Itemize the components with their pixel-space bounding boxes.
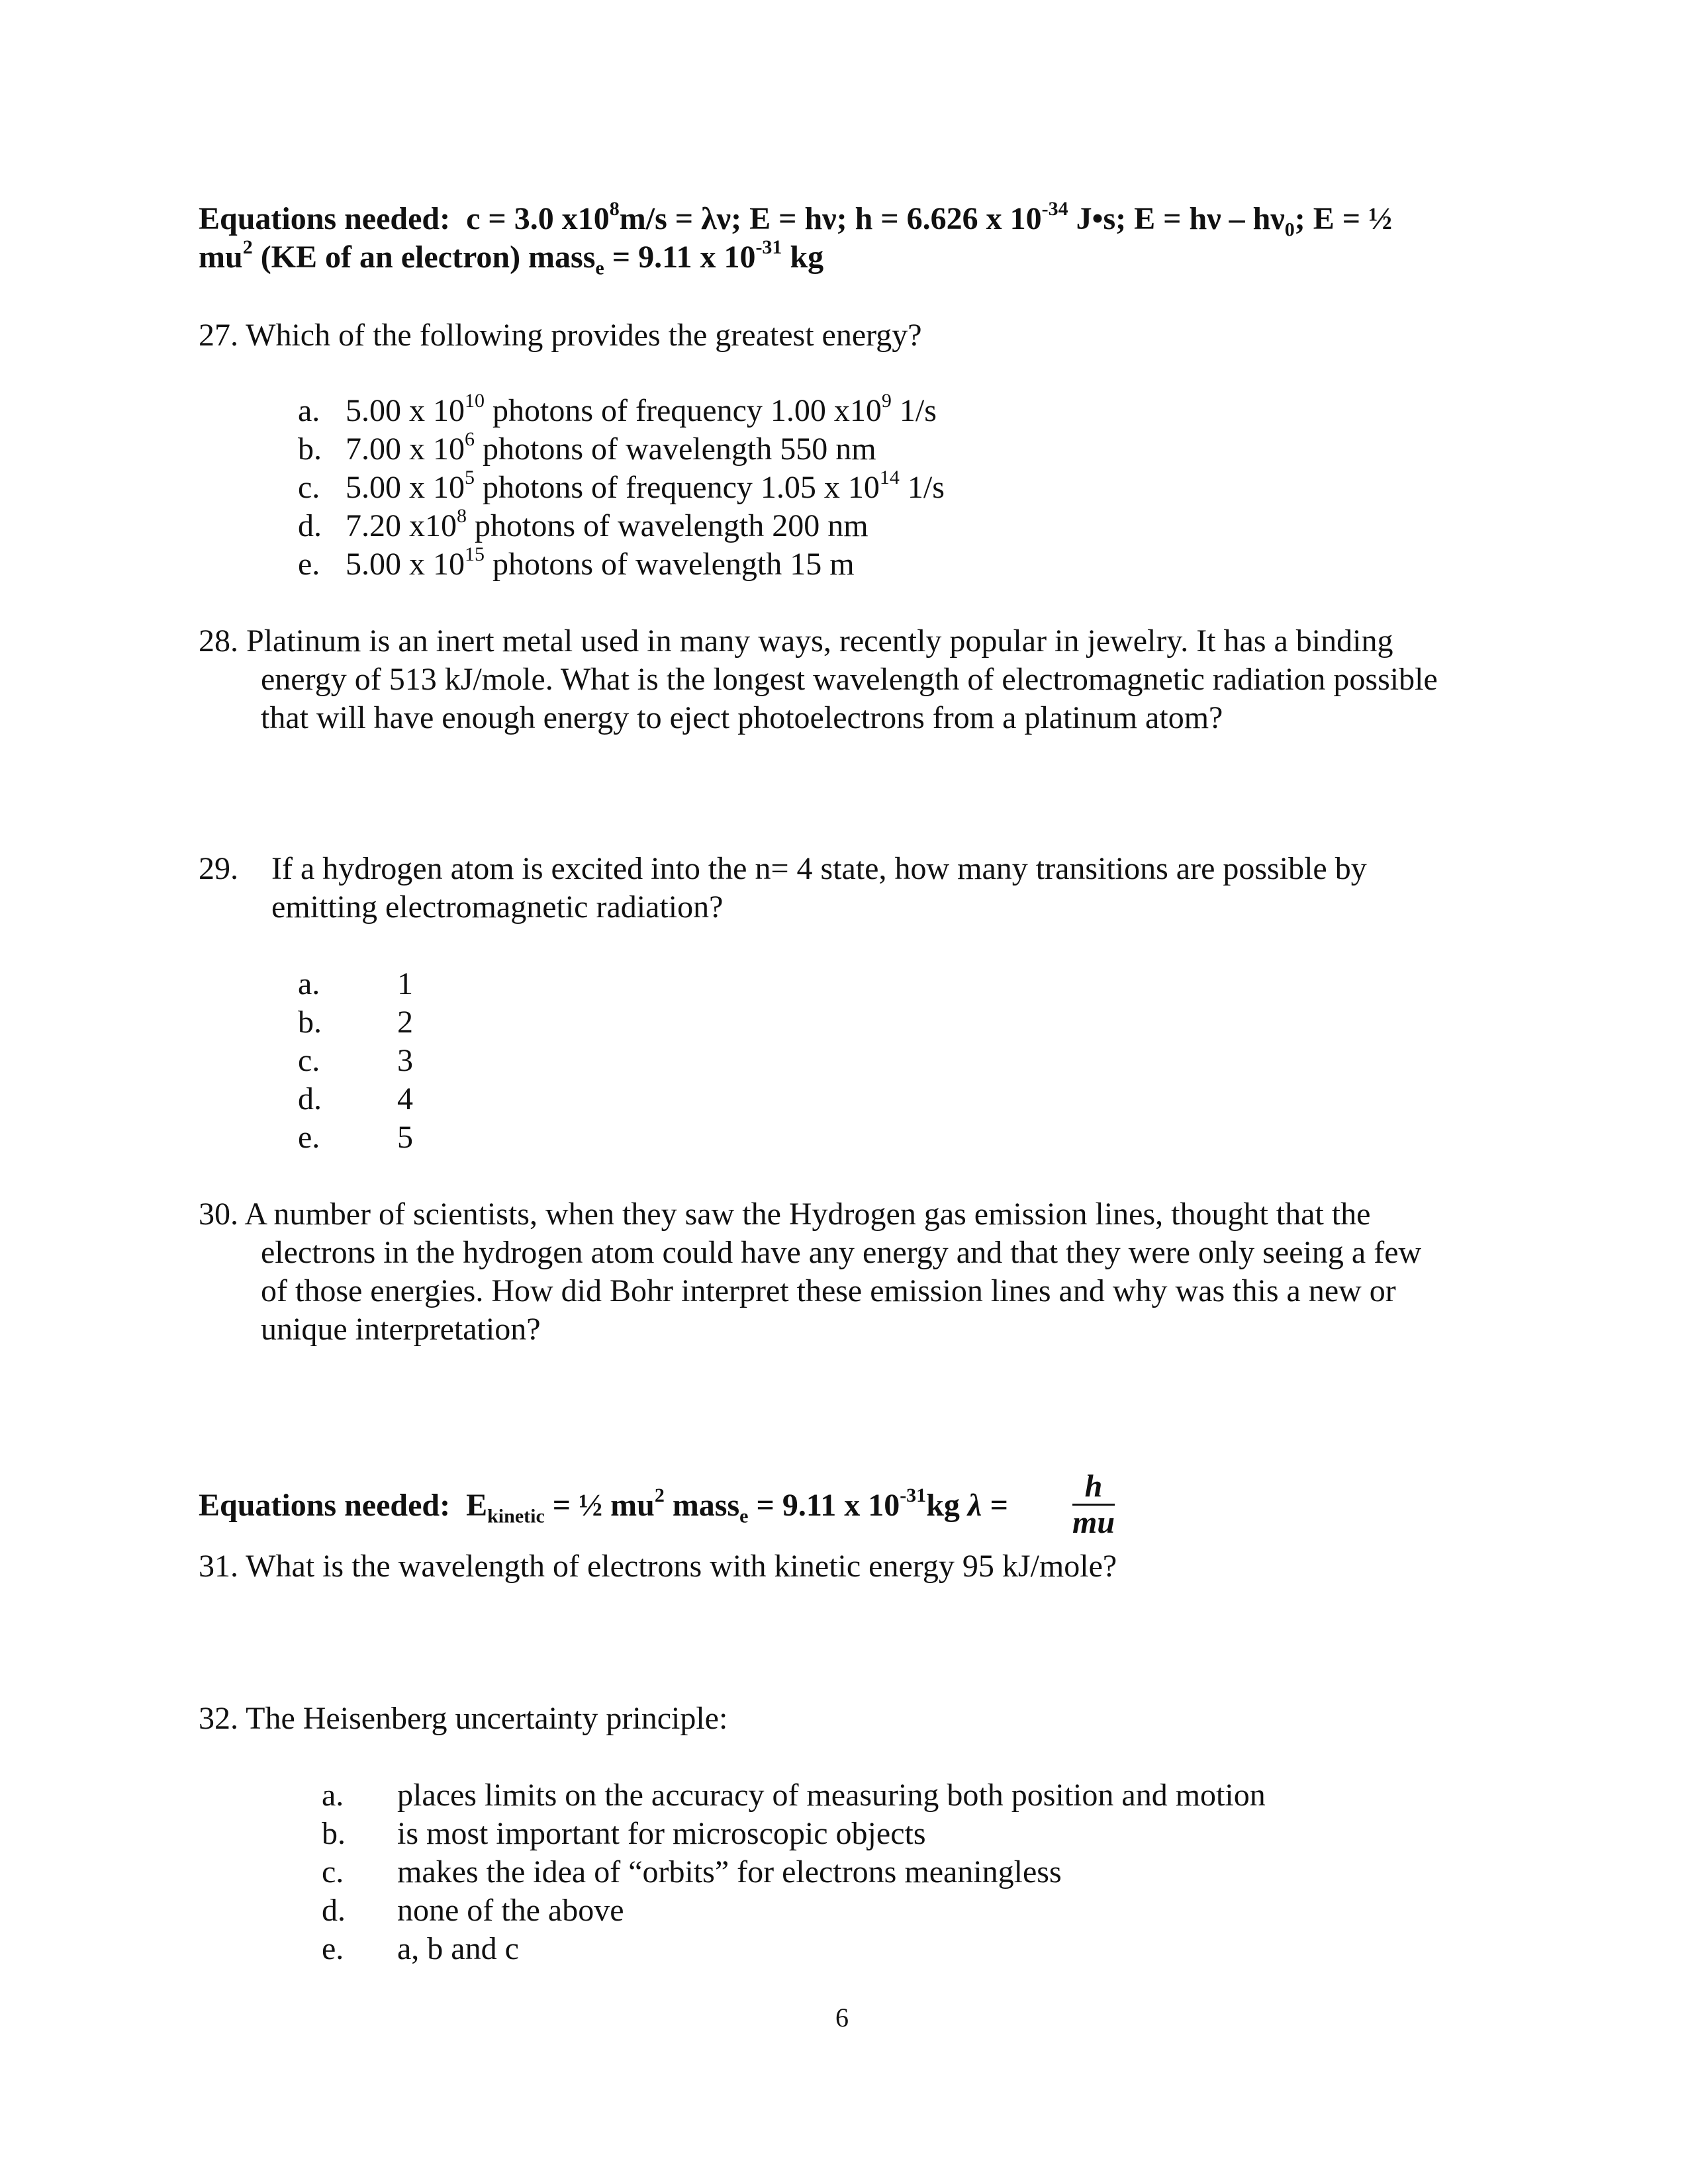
equations-label: Equations needed: [199,201,451,236]
question-32-option-c: c. makes the idea of “orbits” for electrons meaningless [322,1854,1062,1889]
worksheet-page: Equations needed: c = 3.0 $x10^8m/s = \lambda\nu$; E = hν; h = 6.626 x $10^{-34}$ J•s; $E = h\nu - h\nu_0$; E = ½ $mu^2$ (KE of an electron) mass$_e$ = 9.11 x $10^{-31}$ kg 27. Which of the following provides the greatest energy? a. 5.00 x $10^{10}$ photons of frequency 1.00 $x10^9$ 1/s b. 7.00 x $10^6$ photons of wavelength 550 nm c. 5.00 x $10^5$ photons of frequency 1.05 x $10^{14}$ 1/s d. 7.20 $x10^8$ photons of wavelength 200 nm e. 5.00 x $10^{15}$ photons of wavelength 15 m 28. Platinum is an inert metal used in many ways, recently popular in jewelry. It has a binding energy of 513 kJ/mole. What is the longest wavelength of electromagnetic radiation possible that will have enough energy to eject photoelectrons from a platinum atom? 29. If a hydrogen atom is excited into the n= 4 state, how many transitions are possible by emitting electromagnetic radiation? a. 1 b. 2 c. 3 d. 4 e. 5 30. A number of scientists, when they saw the Hydrogen gas emission lines, thought that the electrons in the hydrogen atom could have any energy and that they were only seeing a few of those energies. How did Bohr interpret these emission lines and why was this a new or unique interpretation? Equations needed: $E_{kinetic}$ = ½ $mu^2$ mass$_e$ = 9.11 x $10^{-31}kg$ λ = $\frac{h}{mu}$ 31. What is the wavelength of electrons with kinetic energy 95 kJ/mole? 32. The Heisenberg uncertainty principle: a. places limits on the accuracy of measuring both position and motion b. is most important for microscopic objects c. makes the idea of “orbits” for electrons meaningless d. none of the above e. a, b and c 6 [0,0,1688,2184]
question-29-option-c: c. 3 [298,1043,413,1078]
question-29-number: 29. [199,851,238,886]
question-28-line: 28. Platinum is an inert metal used in many ways, recently popular in jewelry. It has a binding [199,623,1393,659]
question-30-line: unique interpretation? [261,1312,541,1347]
question-31-prompt: 31. What is the wavelength of electrons with kinetic energy 95 kJ/mole? [199,1549,1117,1584]
question-27-prompt: 27. Which of the following provides the greatest energy? [199,318,922,353]
question-32-option-b: b. is most important for microscopic objects [322,1816,926,1851]
question-32-prompt: 32. The Heisenberg uncertainty principle: [199,1701,728,1736]
equations-line-1: Equations needed: c = 3.0 $x10^8m/s = \lambda\nu$; E = hν; h = 6.626 x $10^{-34}$ J•s; $E = h\nu - h\nu_0$; E = ½ [199,198,1393,241]
question-29-option-d: d. 4 [298,1081,413,1116]
question-30-line: electrons in the hydrogen atom could have any energy and that they were only seeing a few [261,1235,1422,1270]
question-28-line: that will have enough energy to eject photoelectrons from a platinum atom? [261,700,1223,735]
question-29-line: If a hydrogen atom is excited into the n= 4 state, how many transitions are possible by [271,851,1367,886]
question-29-option-b: b. 2 [298,1005,413,1040]
lambda-fraction: $\frac{h}{mu}$ [1072,1469,1115,1540]
question-28-line: energy of 513 kJ/mole. What is the longest wavelength of electromagnetic radiation possible [261,662,1438,697]
question-29-line: emitting electromagnetic radiation? [271,889,724,925]
question-32-option-e: e. a, b and c [322,1931,519,1966]
question-29-option-a: a. 1 [298,966,413,1001]
equations-label: Equations needed: [199,1488,451,1523]
question-29-option-e: e. 5 [298,1120,413,1155]
page-number: 6 [835,2003,849,2032]
question-30-line: 30. A number of scientists, when they saw the Hydrogen gas emission lines, thought that the [199,1197,1371,1232]
equations-line-2: $mu^2$ (KE of an electron) mass$_e$ = 9.11 x $10^{-31}$ kg [199,236,824,279]
question-30-line: of those energies. How did Bohr interpret these emission lines and why was this a new or [261,1273,1396,1308]
question-32-option-a: a. places limits on the accuracy of measuring both position and motion [322,1778,1266,1813]
question-32-option-d: d. none of the above [322,1893,624,1928]
